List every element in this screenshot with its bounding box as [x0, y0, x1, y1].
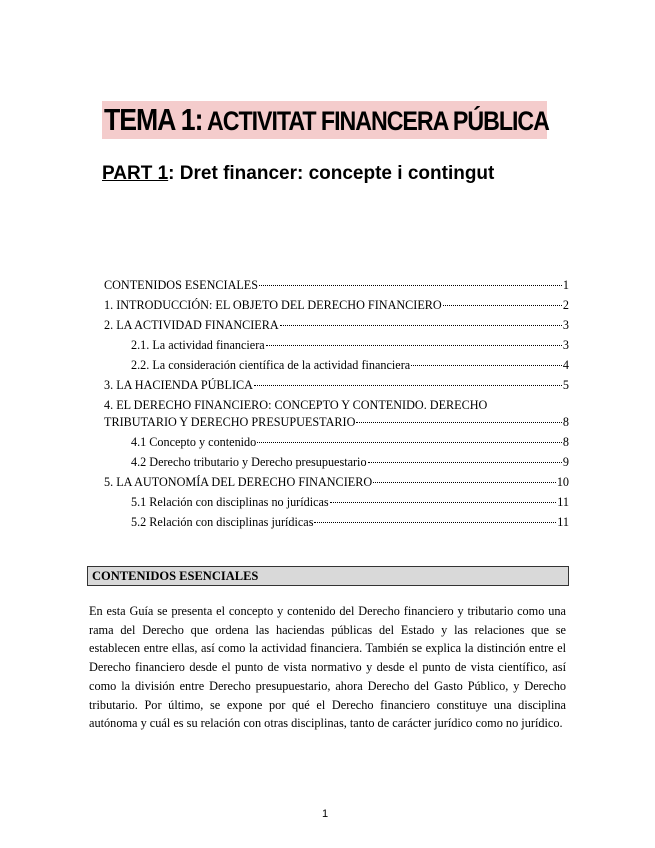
toc-page: 3 [562, 338, 569, 352]
toc-entry-contenidos[interactable] [104, 278, 569, 298]
toc-page: 1 [562, 278, 569, 292]
toc-label: 5.2 Relación con disciplinas jurídicas [131, 515, 314, 529]
toc-leader [330, 502, 557, 503]
toc-page: 4 [562, 358, 569, 372]
toc-page: 5 [562, 378, 569, 392]
document-title [102, 101, 547, 139]
toc-page: 8 [562, 435, 569, 449]
toc-leader [411, 365, 562, 366]
toc-entry-2[interactable] [104, 318, 569, 338]
toc-label: 2. LA ACTIVIDAD FINANCIERA [104, 318, 279, 332]
section-heading: CONTENIDOS ESENCIALES [92, 568, 259, 583]
toc-entry-3[interactable] [104, 378, 569, 398]
toc-label: 4.1 Concepto y contenido [131, 435, 257, 449]
toc-label: 2.1. La actividad financiera [131, 338, 265, 352]
subtitle-part: PART 1 [102, 163, 169, 184]
subtitle-rest: : Dret financer: concepte i contingut [168, 163, 495, 184]
toc-label: 5.1 Relación con disciplinas no jurídicas [131, 495, 329, 509]
toc-leader [259, 285, 562, 286]
toc-page: 3 [562, 318, 569, 332]
section-heading-bar [87, 566, 569, 586]
page-number: 1 [322, 808, 329, 820]
body-paragraph: En esta Guía se presenta el concepto y contenido del Derecho financiero y tributario como una rama del Derecho que ordena las haciendas públicas del Estado y las relaciones que se establecen entre ellas, así como la actividad financiera. También se explica la distinción entre el Derecho financiero desde el punto de vista normativo y desde el punto de vista científico, así como la división entre Derecho presupuestario, ahora Derecho del Gasto Público, y Derecho tributario. Por último, se expone por qué el Derecho financiero constituye una disciplina autónoma y cuál es su relación con otras disciplinas, tanto de carácter jurídico como no jurídico. [89, 604, 566, 731]
toc-leader [368, 462, 562, 463]
toc-label: 5. LA AUTONOMÍA DEL DERECHO FINANCIERO [104, 475, 373, 489]
toc-page: 11 [557, 495, 569, 509]
toc-leader [373, 482, 556, 483]
toc-leader [257, 442, 562, 443]
toc-entry-2-2[interactable] [104, 358, 569, 378]
toc-label: 2.2. La consideración científica de la actividad financiera [131, 358, 411, 372]
toc-leader [280, 325, 562, 326]
toc-page: 8 [562, 415, 569, 429]
toc-entry-5-2[interactable] [104, 515, 569, 535]
toc-leader [314, 522, 556, 523]
toc-leader [254, 385, 562, 386]
toc-page: 10 [556, 475, 569, 489]
toc-page: 2 [562, 298, 569, 312]
toc-leader [443, 305, 562, 306]
toc-page: 11 [557, 515, 569, 529]
toc-entry-2-1[interactable] [104, 338, 569, 358]
toc-entry-5[interactable] [104, 475, 569, 495]
toc-label-line2: TRIBUTARIO Y DERECHO PRESUPUESTARIO [104, 415, 356, 429]
table-of-contents [104, 278, 569, 535]
toc-entry-4-2[interactable] [104, 455, 569, 475]
toc-label: CONTENIDOS ESENCIALES [104, 278, 259, 292]
toc-label-line1: 4. EL DERECHO FINANCIERO: CONCEPTO Y CONTENIDO. DERECHO [104, 398, 488, 412]
toc-leader [356, 422, 562, 423]
toc-entry-4-1[interactable] [104, 435, 569, 455]
document-subtitle [102, 163, 494, 185]
toc-entry-4[interactable] [104, 398, 569, 435]
toc-page: 9 [562, 455, 569, 469]
toc-leader [266, 345, 562, 346]
toc-entry-1[interactable] [104, 298, 569, 318]
title-rest: ACTIVITAT FINANCERA PÚBLICA [202, 106, 549, 136]
toc-label: 1. INTRODUCCIÓN: EL OBJETO DEL DERECHO FINANCIERO [104, 298, 442, 312]
toc-label: 3. LA HACIENDA PÚBLICA [104, 378, 253, 392]
document-title-text [104, 102, 549, 138]
toc-label: 4.2 Derecho tributario y Derecho presupuestario [131, 455, 367, 469]
title-topic: TEMA 1: [104, 102, 203, 137]
toc-entry-5-1[interactable] [104, 495, 569, 515]
